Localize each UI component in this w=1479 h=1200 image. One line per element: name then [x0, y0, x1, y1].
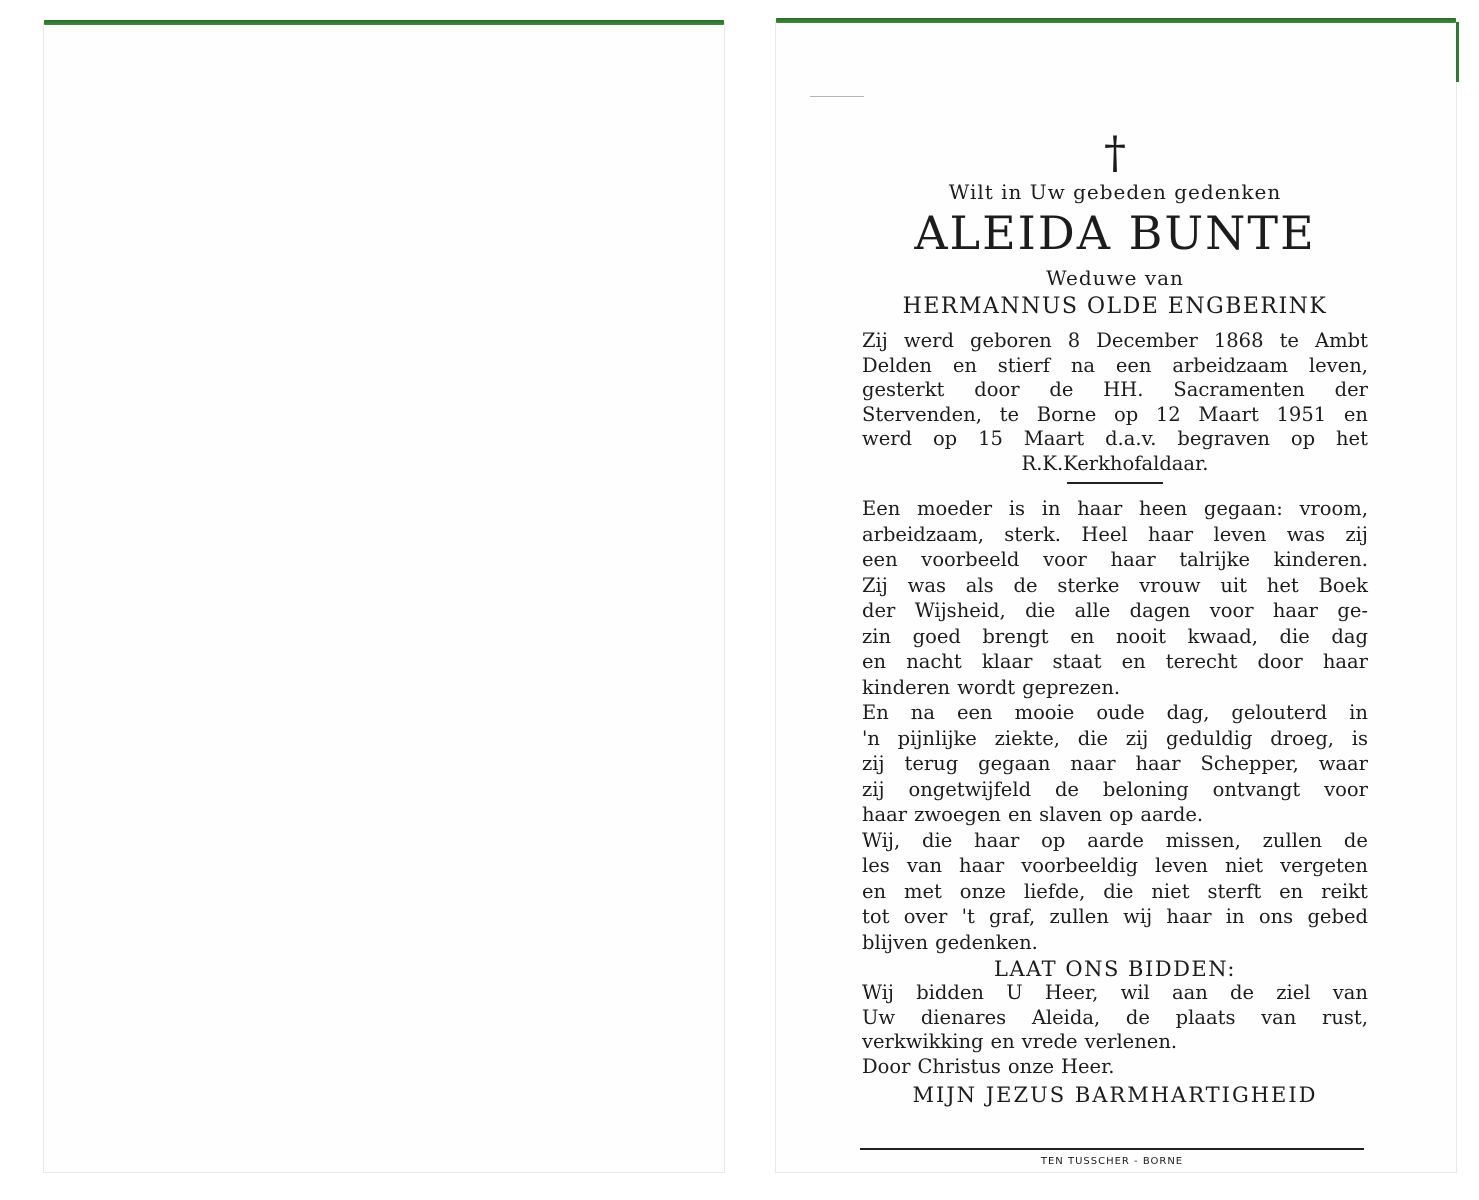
text-line: Wij, die haar op aarde missen, zullen de: [862, 828, 1368, 852]
intro-text: Wilt in Uw gebeden gedenken: [948, 180, 1282, 204]
text-line: Zij was als de sterke vrouw uit het Boek: [862, 573, 1368, 597]
husband-name: HERMANNUS OLDE ENGBERINK: [902, 294, 1328, 319]
card-top-edge: [44, 20, 724, 25]
text-line: verkwikking en vrede verlenen.: [862, 1030, 1178, 1053]
text-line: En na een mooie oude dag, gelouterd in: [862, 701, 1368, 724]
text-line: zij ongetwijfeld de beloning ontvangt voor: [862, 777, 1368, 801]
text-line: Door Christus onze Heer.: [862, 1054, 1115, 1078]
text-line: Stervenden, te Borne op 12 Maart 1951 en: [862, 402, 1368, 426]
memorial-text: [862, 128, 1368, 1107]
card-back-panel: [44, 24, 724, 1172]
card-front-panel: [776, 22, 1456, 1172]
tribute-paragraph: [862, 496, 1368, 955]
text-line: zij terug gegaan naar haar Schepper, waar: [862, 752, 1368, 775]
text-line: kinderen wordt geprezen.: [862, 675, 1121, 699]
text-line: Wij bidden U Heer, wil aan de ziel van: [862, 981, 1368, 1004]
text-line: blijven gedenken.: [862, 930, 1038, 954]
divider: [1067, 482, 1163, 484]
paper-speck: [810, 96, 864, 97]
card-right-edge: [1456, 22, 1459, 82]
text-line: Zij werd geboren 8 December 1868 te Ambt: [862, 329, 1368, 352]
text-line: zin goed brengt en nooit kwaad, die dag: [862, 624, 1368, 648]
text-line: haar zwoegen en slaven op aarde.: [862, 803, 1204, 826]
text-line: en nacht klaar staat en terecht door haar: [862, 650, 1368, 673]
text-line: tot over 't graf, zullen wij haar in ons gebed: [862, 905, 1368, 928]
printer-credit: TEN TUSSCHER - BORNE: [1040, 1156, 1184, 1167]
prayer-title: LAAT ONS BIDDEN:: [994, 957, 1236, 981]
biography: [862, 329, 1368, 476]
prayer-text: [862, 981, 1368, 1079]
text-line: Een moeder is in haar heen gegaan: vroom,: [862, 497, 1368, 520]
text-line: 'n pijnlijke ziekte, die zij geduldig droeg, is: [862, 726, 1368, 750]
widow-label: Weduwe van: [1046, 266, 1184, 290]
bottom-rule: [860, 1148, 1364, 1150]
text-line: een voorbeeld voor haar talrijke kinderen.: [862, 548, 1368, 571]
text-line: les van haar voorbeeldig leven niet vergeten: [862, 854, 1368, 877]
text-line: werd op 15 Maart d.a.v. begraven op het: [862, 427, 1368, 450]
deceased-name: ALEIDA BUNTE: [914, 206, 1316, 260]
text-line: gesterkt door de HH. Sacramenten der: [862, 378, 1368, 401]
text-line: Uw dienares Aleida, de plaats van rust,: [862, 1005, 1368, 1029]
text-line: arbeidzaam, sterk. Heel haar leven was zij: [862, 522, 1368, 546]
text-line: en met onze liefde, die niet sterft en reikt: [862, 879, 1368, 903]
text-line: Delden en stierf na een arbeidzaam leven,: [862, 353, 1368, 377]
cross-icon: †: [1104, 128, 1126, 179]
text-line: R.K. Kerkhof aldaar.: [1021, 451, 1209, 475]
card-top-edge: [776, 18, 1456, 23]
closing-invocation: MIJN JEZUS BARMHARTIGHEID: [912, 1083, 1318, 1107]
text-line: der Wijsheid, die alle dagen voor haar ge-: [862, 599, 1368, 622]
